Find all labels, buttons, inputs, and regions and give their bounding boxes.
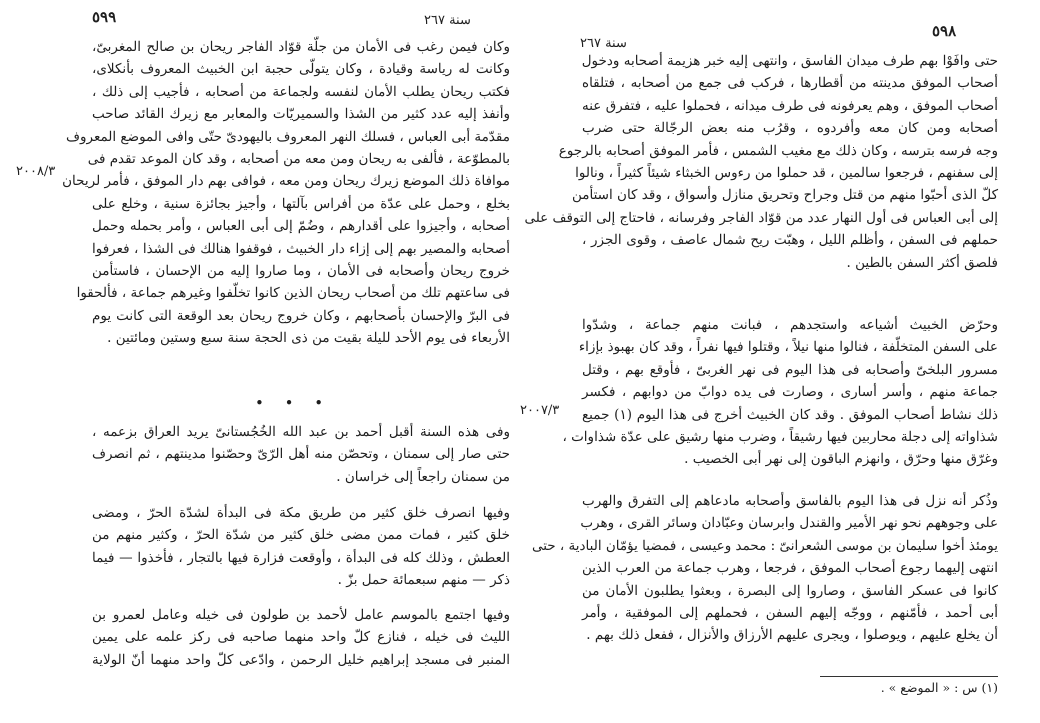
text-line: موافاة ذلك الموضع زيرك ريحان ومن معه ، فوافى بهم دار الموفق ، فأمر لريحان (62, 173, 510, 190)
right-page (520, 0, 1040, 723)
text-line: أصحابه ومن كان معه وأفردوه ، وقرُب منه بعض الرجّالة حتى ضرب (582, 120, 998, 137)
text-line: على السفن المتخلّفة ، فنالوا منها نيلاً ، وقتلوا فيها نفراً ، وقد كان بهبوذ بإزاء (578, 339, 998, 356)
text-line: كانوا فى عسكر الفاسق ، وصاروا إلى البصرة ، وبعثوا يطلبون الأمان من (582, 582, 998, 599)
text-line: وكان فيمن رغب فى الأمان من جلّة قوّاد الفاجر ريحان بن صالح المغربىّ، (92, 39, 510, 55)
text-line: أصحابه والمصير بهم إلى إزاء دار الخبيث ، فوقفوا هنالك فى الشذا ، فعرفوا (92, 240, 510, 257)
text-line: فى البرّ والإحسان بأصحابهم ، وكان خروج ريحان بعد الوقعة التى كانت يوم (92, 307, 510, 324)
text-line: أصحاب الموفق ، وهم يعرفونه فى طرف ميدانه ، فحملوا عليه ، فتفرق عنه (582, 97, 998, 114)
text-line: الليث فى خيله ، فنازع كلّ واحد منهما صاحبه فى ركز علمه على يمين (92, 629, 510, 646)
margin-reference: ٢٠٠٨/٣ (16, 164, 56, 179)
page-number: ٥٩٩ (92, 8, 117, 26)
paragraph (92, 502, 510, 592)
text-line: أبى أحمد ، فأمّنهم ، ووجّه إليهم السفن ، فحملهم إلى الموفقية ، وأمر (582, 604, 998, 621)
text-line: وأنفذ إليه عدد كثير من الشذا والسميريّات والمعابر مع زيرك القائد صاحب (92, 106, 510, 123)
text-line: خلق كثير ، فمات ممن مضى خلق كثير من شدّة الحرّ ، وكثير منهم من (92, 527, 510, 544)
text-line: وفيها انصرف خلق كثير من طريق مكة فى البدأة لشدّة الحرّ ، ومضى (92, 505, 510, 521)
text-line: وجه فرسه بترسه ، وكان ذلك مع مغيب الشمس ، فأمر الموفق أصحابه بالرجوع (558, 142, 998, 159)
text-line: حتى وافَوْا بهم طرف ميدان الفاسق ، وانتهى إليه خبر هزيمة أصحابه ودخول (581, 53, 998, 69)
section-separator: • • • (255, 394, 332, 412)
text-line: شذاواته إلى دجلة محاربين فيها رشيقاً ، وضرب منها رشيق على عدّة شذاوات ، (562, 428, 998, 445)
text-line: حتى صار إلى سمنان ، وتحصّن منه أهل الرّىّ وحصّنوا مدينتهم ، ثم انصرف (92, 446, 510, 463)
paragraph (62, 36, 510, 349)
text-line: الأربعاء فى يوم الأحد لليلة بقيت من ذى الحجة سنة سبع وستين ومائتين . (107, 330, 510, 347)
text-line: وحرّض الخبيث أشياعه واستجدهم ، فبانت منهم جماعة ، وشدّوا (582, 317, 998, 333)
year-header: سنة ٢٦٧ (424, 13, 471, 28)
text-line: أصحابه ، وأجيزوا على أقدارهم ، وضُمّ إلى أبى العباس ، وأمر بحمله وحمل (92, 218, 510, 235)
text-line: المنبر فى مسجد إبراهيم خليل الرحمن ، وادّعى كلّ واحد منهما أنّ الولاية (92, 651, 510, 668)
text-line: كلّ الذى أحبّوا منهم من قتل وجراح وتحريق منازل وأسواق ، وقد كان استأمن (571, 187, 998, 204)
text-line: العطش ، وذلك كله فى البدأة ، وأوقعت فزارة فيها بالتجار ، فأخذوا — فيما (92, 549, 510, 566)
text-line: إلى سفنهم ، فرجعوا سالمين ، قد حملوا من رءوس الخبثاء شيئاً كثيراً ، ونالوا (575, 164, 998, 181)
text-line: بخلع ، وحمل على عدّة من أفراس بآلتها ، وأجيز بجائزة سنية ، وخلع على (92, 195, 510, 212)
paragraph (92, 604, 510, 671)
text-line: خروج ريحان وأصحابه فى الأمان ، وما صاروا إليه من الإحسان ، فاستأمن (92, 262, 510, 279)
text-line: من سمنان راجعاً إلى خراسان . (336, 468, 510, 485)
text-line: فكتب ريحان يطلب الأمان لنفسه ولجماعة من أصحابه ، فأجيب إلى ذلك ، (92, 83, 510, 100)
paragraph (562, 314, 999, 471)
text-line: وذُكر أنه نزل فى هذا اليوم بالفاسق وأصحابه مادعاهم إلى التفرق والهرب (582, 493, 998, 509)
page-number: ٥٩٨ (932, 22, 957, 40)
text-line: وغرّق منها وحرّق ، وانهزم الباقون إلى نهر أبى الخصيب . (684, 451, 998, 468)
text-line: أن يخلع عليهم ، ويوصلوا ، ويجرى عليهم الأرزاق والأنزال ، ففعل ذلك بهم . (586, 627, 998, 644)
margin-reference: ٢٠٠٧/٣ (520, 403, 560, 418)
paragraph (531, 490, 998, 647)
text-line: ذكر — منهم سبعمائة حمل بزّ . (337, 572, 510, 589)
text-line: مسرور البلخىّ وأصحابه فى هذا اليوم فى نهر الغربىّ ، فأوقع بهم ، وقتل (582, 361, 998, 378)
text-line: جماعة منهم ، وأسر أسارى ، وصارت فى يده دوابّ من دوابهم ، فكسر (582, 384, 998, 401)
text-line: ذلك نشاط أصحاب الموفق . وقد كان الخبيث أخرج فى هذا اليوم (١) جميع (582, 406, 999, 423)
text-line: فى ساعتهم تلك من أصحاب ريحان الذين كانوا تخلّفوا وغيرهم جماعة ، فألحقوا (76, 285, 510, 302)
text-line: انتهى إليهما رجوع أصحاب الموفق ، فرجعا ، وهرب جماعة من العرب الذين (582, 560, 998, 577)
footnote: (١) س : « الموضع » . (880, 680, 998, 695)
text-line: إلى أبى العباس فى أول النهار عدد من قوّاد الفاجر وفرسانه ، فاحتاج إلى التوقف على (524, 209, 998, 226)
paragraph (92, 421, 510, 488)
text-line: بالمطوّعة ، فألفى به ريحان ومن معه من أصحابه ، وقد كان الموعد تقدم فى (87, 150, 510, 167)
text-line: فلصق أكثر السفن بالطين . (846, 254, 998, 271)
text-line: مقدّمة أبى العباس ، فسلك النهر المعروف باليهودىّ حتّى وافى الموضع المعروف (66, 128, 510, 145)
text-line: وفى هذه السنة أقبل أحمد بن عبد الله الخُجُستانىّ يريد العراق بزعمه ، (92, 424, 510, 440)
text-line: يومئذ أخوا سليمان بن موسى الشعرانىّ : محمد وعيسى ، فمضيا يؤمّان البادية ، حتى (531, 537, 998, 554)
text-line: أصحاب الموفق مدينته من أقطارها ، فركب فى جمع من أصحابه ، فتلقاه (582, 75, 998, 92)
paragraph (524, 50, 998, 274)
text-line: وفيها اجتمع بالموسم عامل لأحمد بن طولون فى خيله وعامل لعمرو بن (92, 607, 510, 623)
footnote-rule (820, 676, 998, 677)
text-line: على وجوههم نحو نهر الأمير والقندل وابرسان وعبّادان وسائر القرى ، وهرب (580, 515, 998, 532)
text-line: وكانت له رياسة وقيادة ، وكان يتولّى حجبة ابن الخبيث المعروف بأنكلاى، (92, 61, 510, 78)
text-line: حملهم فى السفن ، وأظلم الليل ، وهبّت ريح شمال عاصف ، وقوى الجزر ، (582, 232, 998, 249)
year-header: سنة ٢٦٧ (580, 36, 627, 51)
